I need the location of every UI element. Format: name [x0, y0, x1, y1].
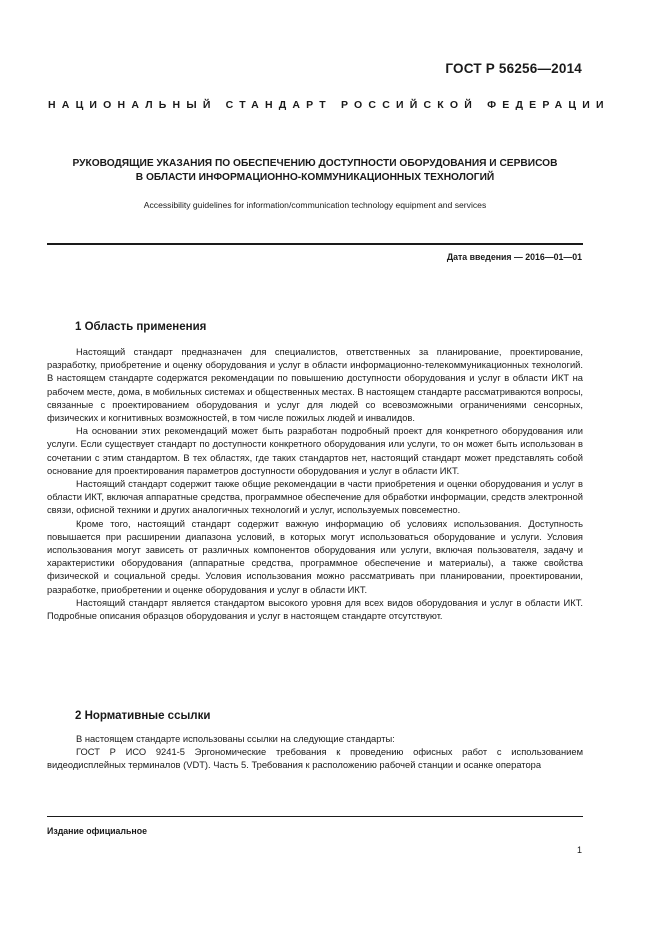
paragraph: На основании этих рекомендаций может быть разработан подробный проект для конкретного оборудования или услуги. Если существует стандарт по доступности конкретного оборудования или услуги, то он может быть использован в сочетании с этим стандартом. В тех областях, где таких стандартов нет, настоящий стандарт может представлять собой основание для проектирования параметров доступности оборудования и услуг в области ИКТ.	[47, 426, 583, 476]
page-number: 1	[576, 845, 582, 855]
standard-number: ГОСТ Р 56256—2014	[445, 61, 582, 76]
official-edition-label: Издание официальное	[47, 826, 147, 836]
section-1-body	[47, 346, 583, 623]
english-title: Accessibility guidelines for information/communication technology equipment and services	[143, 200, 487, 210]
paragraph: В настоящем стандарте использованы ссылки на следующие стандарты:	[76, 734, 395, 744]
footer-divider	[47, 816, 583, 817]
section-2-heading: 2 Нормативные ссылки	[75, 710, 211, 722]
paragraph: Настоящий стандарт является стандартом высокого уровня для всех видов оборудования и услуг в области ИКТ. Подробные описания образцов оборудования и услуг в настоящем стандарте отсутствуют.	[47, 597, 583, 622]
top-divider	[47, 243, 583, 245]
paragraph: Настоящий стандарт содержит также общие рекомендации в части приобретения и оценки оборудования и услуг в области ИКТ, включая аппаратные средства, программное обеспечение для обработки информации, средств электронной связи, офисной техники и других аналогичных технологий и услуг, используемых повсеместно.	[47, 479, 583, 516]
title-line-1: РУКОВОДЯЩИЕ УКАЗАНИЯ ПО ОБЕСПЕЧЕНИЮ ДОСТУПНОСТИ ОБОРУДОВАНИЯ И СЕРВИСОВ	[72, 158, 558, 169]
section-2-body	[47, 733, 583, 773]
document-title	[40, 157, 590, 184]
section-1-heading: 1 Область применения	[75, 321, 207, 333]
national-standard-banner: НАЦИОНАЛЬНЫЙ СТАНДАРТ РОССИЙСКОЙ ФЕДЕРАЦИИ	[48, 99, 610, 111]
title-line-2: В ОБЛАСТИ ИНФОРМАЦИОННО-КОММУНИКАЦИОННЫХ ТЕХНОЛОГИЙ	[135, 171, 495, 183]
reference-entry: ГОСТ Р ИСО 9241-5 Эргономические требования к проведению офисных работ с использованием видеодисплейных терминалов (VDT). Часть 5. Требования к расположению рабочей станции и осанке оператора	[47, 747, 583, 771]
paragraph: Настоящий стандарт предназначен для специалистов, ответственных за планирование, проектирование, разработку, приобретение и оценку оборудования и услуг в области информационно-телекоммуникационных технологий. В настоящем стандарте содержатся рекомендации по повышению доступности оборудования и услуг в области ИКТ на рабочем месте, дома, в мобильных системах и общественных местах. В настоящем стандарте рассматриваются вопросы, связанные с проектированием оборудования и услуг для людей со всевозможными ограничениями сенсорных, физических и когнитивных возможностей, в том числе пожилых людей и инвалидов.	[47, 347, 583, 424]
effective-date: Дата введения — 2016—01—01	[446, 252, 582, 262]
paragraph: Кроме того, настоящий стандарт содержит важную информацию об условиях использования. Доступность повышается при расширении диапазона условий, в которых могут использоваться оборудование и услуги. Условия использования могут зависеть от различных компонентов оборудования или услуги, включая пользователя, задачу и характеристики оборудования (аппаратные средства, программное обеспечение и материалы), а также свойства физической и социальной среды. Условия использования можно рассматривать при планировании, проектировании, разработке, приобретении и оценке оборудования и услуг в области ИКТ.	[47, 518, 583, 595]
